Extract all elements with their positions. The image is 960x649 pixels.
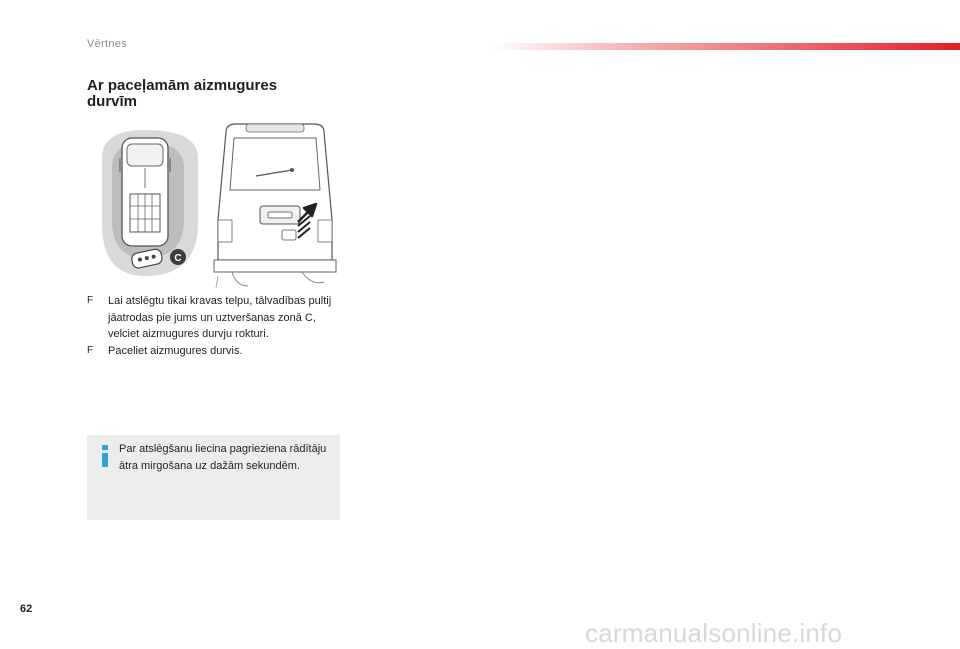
page-heading: Ar paceļamām aizmugures durvīm	[87, 77, 278, 110]
step-text: Paceliet aizmugures durvis.	[108, 344, 243, 357]
step-text: Lai atslēgtu tikai kravas telpu, tālvadības pultij jāatrodas pie jums un uztveršanas zonā C, velciet aizmugures durvju rokturi.	[108, 295, 332, 340]
header-accent-bar	[490, 43, 960, 50]
section-label: Vērtnes	[87, 38, 128, 50]
bullet-icon: F	[87, 295, 94, 306]
page-number: 62	[20, 603, 33, 615]
bullet-icon: F	[87, 344, 94, 356]
list-item	[87, 293, 345, 343]
instruction-list	[87, 293, 345, 359]
list-item	[87, 343, 345, 360]
van-rear-door-illustration	[212, 120, 338, 288]
info-text: Par atslēgšanu liecina pagrieziena rādītāju ātra mirgošana uz dažām sekundēm.	[119, 443, 327, 472]
zone-label: C	[174, 253, 182, 264]
watermark-text: carmanualsonline.info	[585, 618, 843, 648]
van-top-view-illustration	[92, 128, 198, 278]
info-icon	[100, 445, 110, 467]
info-box	[87, 435, 340, 520]
